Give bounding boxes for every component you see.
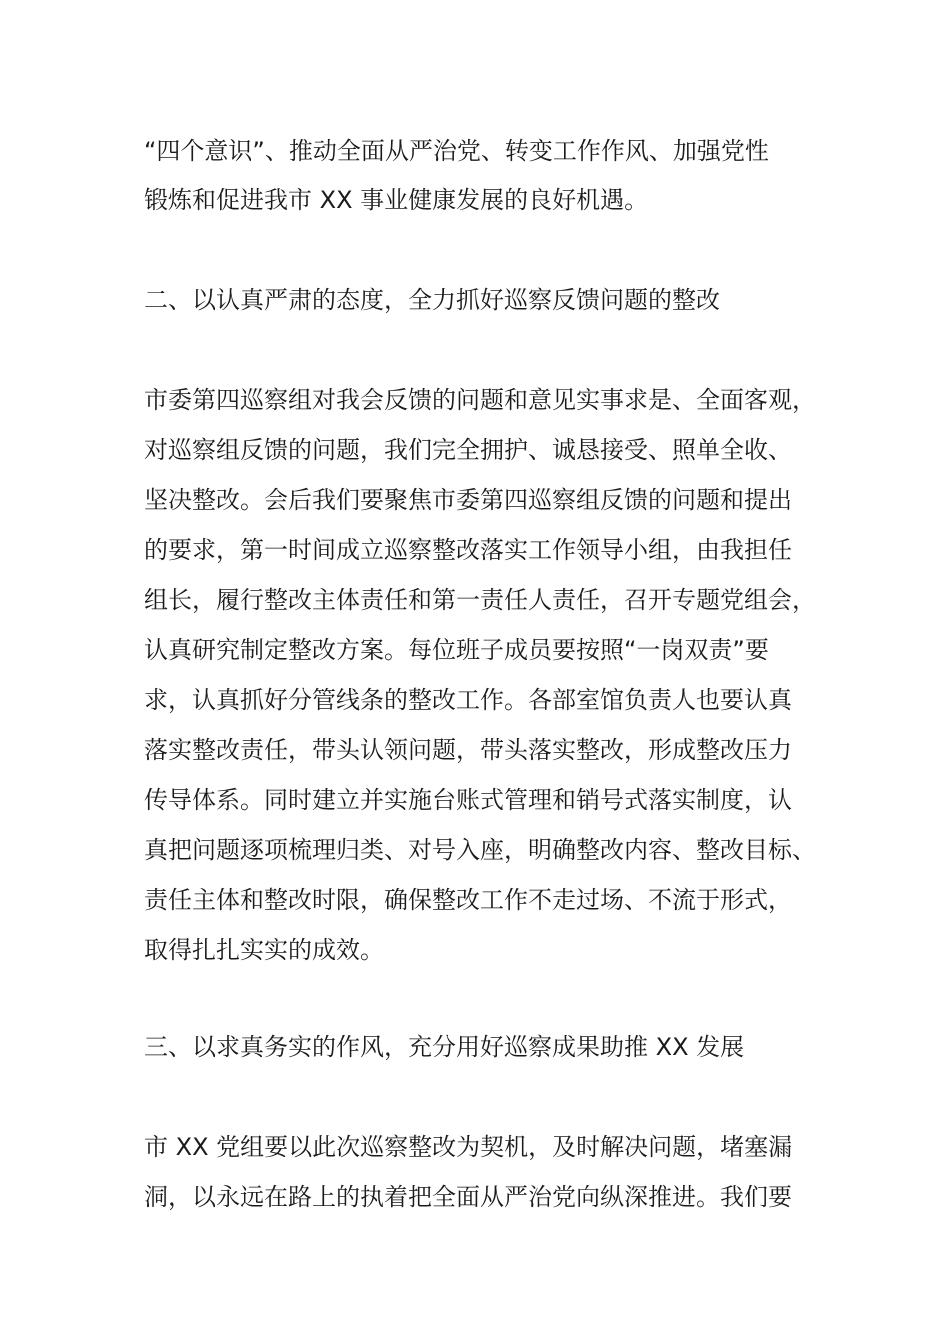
section-heading-3: 三、以求真务实的作风，充分用好巡察成果助推 XX 发展 <box>144 1033 745 1061</box>
paragraph-2-line-11: 责任主体和整改时限，确保整改工作不走过场、不流于形式， <box>144 886 792 914</box>
paragraph-2-line-4: 的要求，第一时间成立巡察整改落实工作领导小组，由我担任 <box>144 536 792 564</box>
paragraph-1-line-1: “四个意识”、推动全面从严治党、转变工作作风、加强党性 <box>144 137 769 165</box>
paragraph-2-line-10: 真把问题逐项梳理归类、对号入座，明确整改内容、整改目标、 <box>144 836 816 864</box>
paragraph-2-line-2: 对巡察组反馈的问题，我们完全拥护、诚恳接受、照单全收、 <box>144 436 792 464</box>
paragraph-2-line-9: 传导体系。同时建立并实施台账式管理和销号式落实制度，认 <box>144 786 792 814</box>
paragraph-2-line-5: 组长，履行整改主体责任和第一责任人责任，召开专题党组会， <box>144 586 816 614</box>
paragraph-1-line-2: 锻炼和促进我市 XX 事业健康发展的良好机遇。 <box>144 186 649 214</box>
paragraph-3-line-2: 洞，以永远在路上的执着把全面从严治党向纵深推进。我们要 <box>144 1183 792 1211</box>
paragraph-2-line-1: 市委第四巡察组对我会反馈的问题和意见实事求是、全面客观， <box>144 386 816 414</box>
paragraph-2-line-8: 落实整改责任，带头认领问题，带头落实整改，形成整改压力 <box>144 736 792 764</box>
paragraph-2-line-6: 认真研究制定整改方案。每位班子成员要按照“一岗双责”要 <box>144 636 769 664</box>
paragraph-3-line-1: 市 XX 党组要以此次巡察整改为契机，及时解决问题，堵塞漏 <box>144 1133 793 1161</box>
section-heading-2: 二、以认真严肃的态度，全力抓好巡察反馈问题的整改 <box>144 286 720 314</box>
paragraph-2-line-7: 求，认真抓好分管线条的整改工作。各部室馆负责人也要认真 <box>144 686 792 714</box>
paragraph-2-line-3: 坚决整改。会后我们要聚焦市委第四巡察组反馈的问题和提出 <box>144 486 792 514</box>
paragraph-2-line-12: 取得扎扎实实的成效。 <box>144 936 384 964</box>
